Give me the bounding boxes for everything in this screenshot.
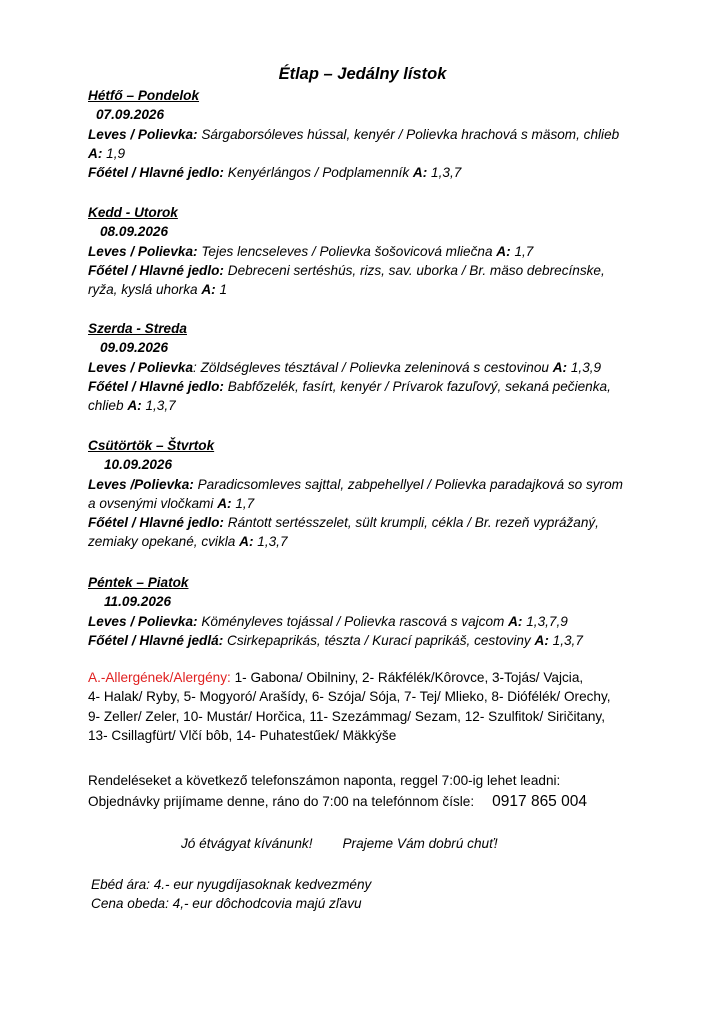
soup-text: Köményleves tojással / Polievka rascová s vajcom [201,613,505,629]
day-name: Kedd - Utorok [88,205,178,220]
soup-allergen-label: A: [496,243,511,259]
soup-text-line1: Paradicsomleves sajttal, zabpehellyel / Polievka paradajková so syrom [197,476,623,492]
day-friday [88,573,648,650]
soup-allergens: 1,7 [235,495,255,511]
main-allergen-label: A: [201,282,216,298]
main-text-line1: Debreceni sertéshús, rizs, sav. uborka / Br. mäso debrecínske, [227,262,605,278]
main-allergens: 1,3,7 [552,632,583,648]
order-info [88,770,688,812]
main-text: Kenyérlángos / Podplamenník [227,165,410,181]
order-info-sk: Objednávky prijímame denne, ráno do 7:00 na telefónnom čísle: [88,794,475,809]
soup-label: Leves / Polievka: [88,243,198,259]
price-hu: Ebéd ára: 4.- eur nyugdíjasoknak kedvezmény [91,877,372,892]
allergen-legend-title: A.-Allergének/Alergény: [88,670,231,685]
soup-allergen-label: A: [88,145,103,161]
order-info-hu: Rendeléseket a következő telefonszámon naponta, reggel 7:00-ig lehet leadni: [88,773,561,788]
main-label: Főétel / Hlavné jedlo: [88,378,224,394]
main-allergens: 1,3,7 [145,398,176,414]
greeting [181,834,498,853]
soup-label: Leves / Polievka: [88,126,198,142]
day-tuesday [88,203,648,299]
soup-text: : Zöldségleves tésztával / Polievka zeleninová s cestovinou [193,359,549,375]
main-text-line2: chlieb [88,398,124,414]
soup-allergen-label: A: [508,613,523,629]
main-text-line2: zemiaky opekané, cvikla [88,534,236,550]
main-allergen-label: A: [412,165,428,181]
price-sk: Cena obeda: 4,- eur dôchodcovia majú zľavu [91,896,362,911]
day-name: Hétfő – Pondelok [88,88,200,103]
allergen-legend-line: 13- Csillagfürt/ Vlčí bôb, 14- Puhatestűek/ Mäkkýše [88,727,397,743]
main-text: Csirkepaprikás, tészta / Kurací paprikáš, cestoviny [227,632,531,648]
main-text-line1: Babfőzelék, fasírt, kenyér / Prívarok fazuľový, sekaná pečienka, [227,378,611,394]
day-wednesday [88,319,648,415]
soup-allergen-label: A: [217,495,232,511]
main-allergen-label: A: [127,398,142,414]
main-allergen-label: A: [239,534,254,550]
soup-text-line2: a ovsenými vločkami [88,495,214,511]
main-allergens: 1,3,7 [431,165,462,181]
day-date: 10.09.2026 [104,457,173,473]
price-info [91,875,371,913]
day-date: 07.09.2026 [96,107,165,123]
main-text-line1: Rántott sertésszelet, sült krumpli, cékla / Br. rezeň vyprážaný, [227,515,599,531]
greeting-hu: Jó étvágyat kívánunk! [181,836,313,851]
main-label: Főétel / Hlavné jedlo: [88,262,224,278]
page-title: Étlap – Jedálny lístok [278,65,447,83]
day-date: 09.09.2026 [100,340,169,356]
day-name: Csütörtök – Štvrtok [88,438,215,453]
soup-allergens: 1,9 [106,145,126,161]
soup-text: Sárgaborsóleves hússal, kenyér / Polievka hrachová s mäsom, chlieb [201,126,620,142]
day-date: 08.09.2026 [100,224,169,240]
allergen-legend-line: 4- Halak/ Ryby, 5- Mogyoró/ Arašídy, 6- Szója/ Sója, 7- Tej/ Mlieko, 8- Diófélék/ Orechy, [88,689,611,705]
phone-number: 0917 865 004 [492,793,587,810]
day-thursday [88,436,648,552]
day-name: Péntek – Piatok [88,575,189,590]
main-allergen-label: A: [534,632,549,648]
main-label: Főétel / Hlavné jedlo: [88,165,224,181]
day-monday [88,86,648,182]
soup-label: Leves / Polievka: [88,613,198,629]
allergen-legend-line: 9- Zeller/ Zeler, 10- Mustár/ Horčica, 11- Szezámmag/ Sezam, 12- Szulfitok/ Siričitany, [88,708,605,724]
main-text-line2: ryža, kyslá uhorka [88,282,198,298]
soup-allergens: 1,3,9 [570,359,602,375]
day-name: Szerda - Streda [88,321,187,336]
soup-label: Leves /Polievka: [88,476,194,492]
soup-allergens: 1,3,7,9 [526,613,568,629]
allergen-legend [88,668,648,745]
main-label: Főétel / Hlavné jedlá: [88,632,224,648]
soup-allergens: 1,7 [514,243,534,259]
main-allergens: 1,3,7 [257,534,288,550]
greeting-sk: Prajeme Vám dobrú chuť! [342,836,498,851]
allergen-legend-line: 1- Gabona/ Obilniny, 2- Rákfélék/Kôrovce, 3-Tojás/ Vajcia, [234,670,584,685]
main-allergens: 1 [219,282,228,298]
main-label: Főétel / Hlavné jedlo: [88,515,224,531]
day-date: 11.09.2026 [104,594,172,610]
soup-text: Tejes lencseleves / Polievka šošovicová mliečna [201,243,493,259]
soup-label: Leves / Polievka [88,359,194,375]
soup-allergen-label: A: [552,359,568,375]
